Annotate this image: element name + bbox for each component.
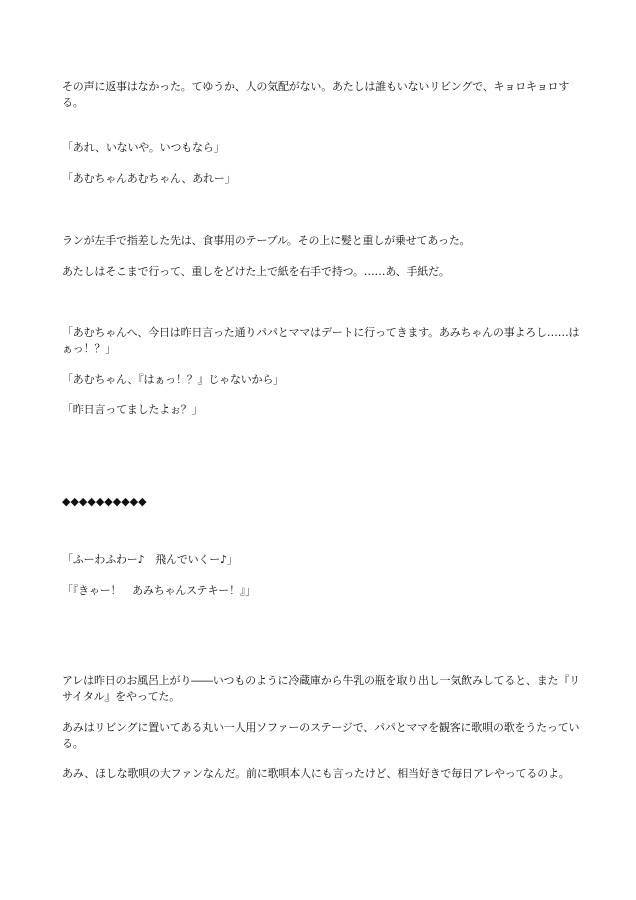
paragraph: あみはリビングに置いてある丸い一人用ソファーのステージで、パパとママを観客に歌唄の歌をうたっている。 — [62, 721, 580, 750]
paragraph: その声に返事はなかった。てゆうか、人の気配がない。あたしは誰もいないリビングで、キョロキョロする。 — [62, 80, 570, 109]
dialogue-line: 「あれ、いないや。いつもなら」 — [62, 141, 225, 154]
dialogue-line: 「あむちゃん、『はぁっ！？』じゃないから」 — [62, 373, 284, 386]
dialogue-line: 「昨日言ってましたよぉ？」 — [62, 403, 203, 416]
dialogue-line: 「ふーわふわー♪ 飛んでいくー♪」 — [62, 553, 238, 566]
paragraph: あたしはそこまで行って、重しをどけた上で紙を右手で持つ。……あ、手紙だ。 — [62, 265, 450, 278]
dialogue-line: 「『きゃー！ あみちゃんステキー！』」 — [62, 584, 256, 597]
scene-separator: ◆◆◆◆◆◆◆◆◆◆ — [62, 495, 147, 508]
paragraph: ランが左手で指差した先は、食事用のテーブル。その上に髪と重しが乗せてあった。 — [62, 234, 471, 247]
dialogue-line: 「あむちゃんへ、今日は昨日言った通りパパとママはデートに行ってきます。あみちゃんの事よろし……はぁっ！？」 — [62, 326, 580, 355]
dialogue-line: 「あむちゃんあむちゃん、あれー」 — [62, 172, 236, 185]
paragraph: アレは昨日のお風呂上がり――いつものように冷蔵庫から牛乳の瓶を取り出し一気飲みしてると、また『リサイタル』をやってた。 — [62, 674, 580, 703]
paragraph: あみ、ほしな歌唄の大ファンなんだ。前に歌唄本人にも言ったけど、相当好きで毎日アレやってるのよ。 — [62, 767, 570, 780]
